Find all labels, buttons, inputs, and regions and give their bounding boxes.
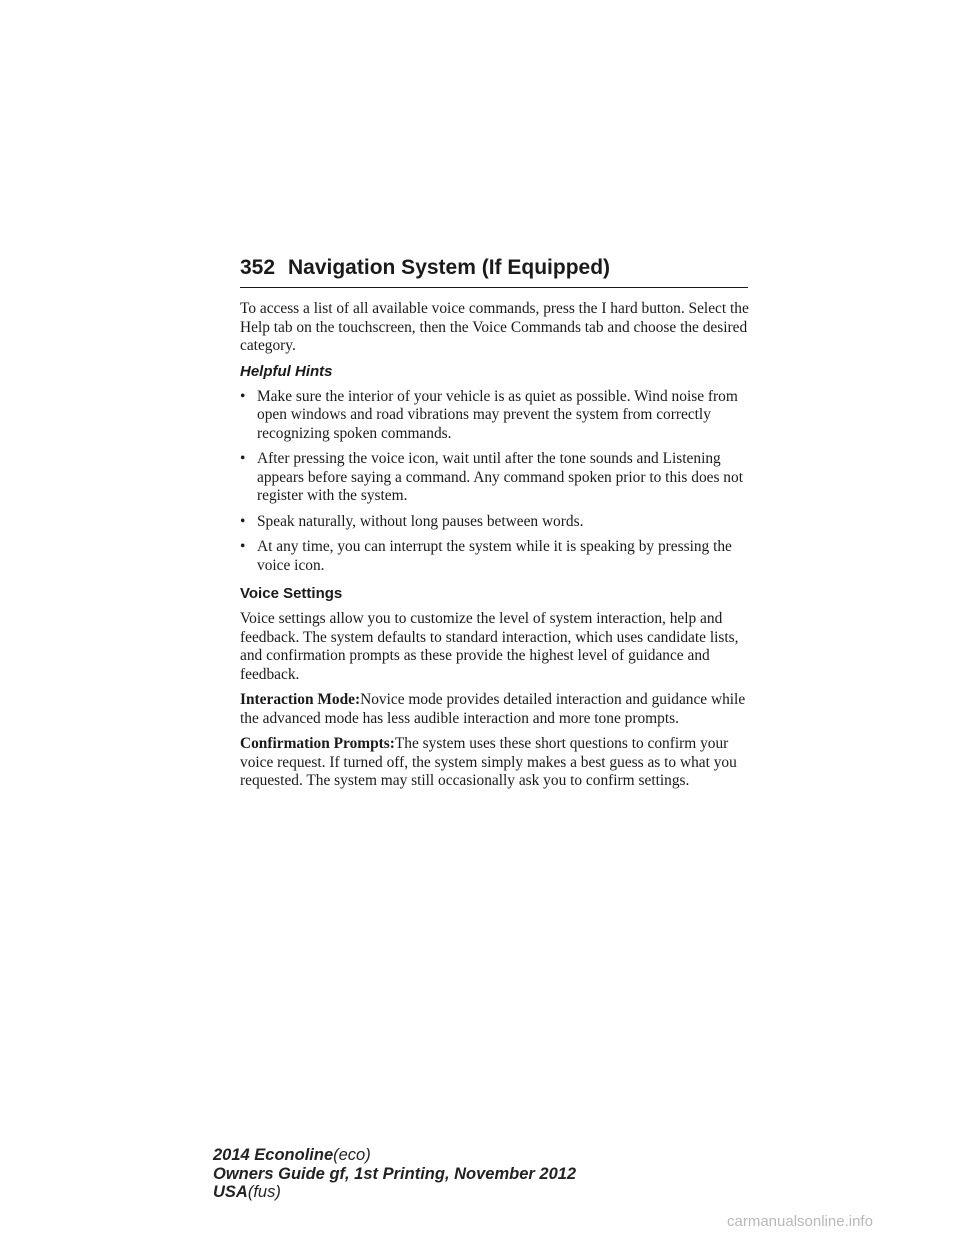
list-item-text: Make sure the interior of your vehicle is as quiet as possible. Wind noise from open windows and road vibrations may prevent the system from correctly recognizing spoken commands. — [257, 387, 738, 442]
page-body — [240, 300, 750, 798]
footer-line-market — [213, 1183, 576, 1202]
helpful-hints-heading: Helpful Hints — [240, 362, 333, 380]
voice-settings-heading: Voice Settings — [240, 585, 343, 602]
bullet-icon: • — [240, 387, 246, 405]
watermark-link[interactable]: carmanualsonline.info — [727, 1213, 873, 1230]
confirmation-prompts-text: The system uses these short questions to confirm your voice request. If turned off, the system simply makes a best guess as to what you requested. The system may still occasionally ask you to confirm settings. — [240, 735, 737, 789]
footer-line-model — [213, 1146, 576, 1165]
page-number: 352 — [240, 256, 276, 279]
voice-settings-paragraph: Voice settings allow you to customize the level of system interaction, help and feedback. The system defaults to standard interaction, which uses candidate lists, and confirmation prompts as these provide the highest level of guidance and feedback. — [240, 610, 739, 683]
interaction-mode-text: Novice mode provides detailed interaction and guidance while the advanced mode has less audible interaction and more tone prompts. — [240, 691, 746, 727]
list-item — [240, 513, 750, 532]
page-header — [240, 255, 748, 291]
bullet-icon: • — [240, 450, 246, 467]
list-item-text: Speak naturally, without long pauses between words. — [257, 512, 584, 530]
list-item — [240, 450, 750, 506]
list-item — [240, 538, 750, 575]
header-rule — [240, 287, 748, 288]
section-title: Navigation System (If Equipped) — [288, 256, 611, 279]
print-footer — [213, 1146, 576, 1202]
footer-market-code: (fus) — [247, 1183, 281, 1201]
list-item-text: After pressing the voice icon, wait until after the tone sounds and Listening appears before saying a command. Any command spoken prior to this does not register with the system. — [257, 450, 743, 504]
confirmation-prompts-term: Confirmation Prompts: — [240, 735, 395, 752]
list-item — [240, 388, 750, 444]
footer-model-code: (eco) — [333, 1146, 371, 1164]
intro-paragraph: To access a list of all available voice commands, press the I hard button. Select the Help tab on the touchscreen, then the Voice Commands tab and choose the desired category. — [240, 300, 749, 354]
bullet-icon: • — [240, 538, 246, 555]
list-item-text: At any time, you can interrupt the system while it is speaking by pressing the voice icon. — [257, 538, 732, 574]
helpful-hints-list — [240, 388, 750, 576]
interaction-mode-paragraph — [240, 691, 750, 728]
footer-model: 2014 Econoline — [213, 1146, 334, 1164]
interaction-mode-term: Interaction Mode: — [240, 691, 361, 708]
bullet-icon: • — [240, 512, 246, 530]
confirmation-prompts-paragraph — [240, 735, 750, 791]
footer-market: USA — [213, 1183, 248, 1201]
footer-line-printing: Owners Guide gf, 1st Printing, November 2012 — [213, 1164, 577, 1183]
